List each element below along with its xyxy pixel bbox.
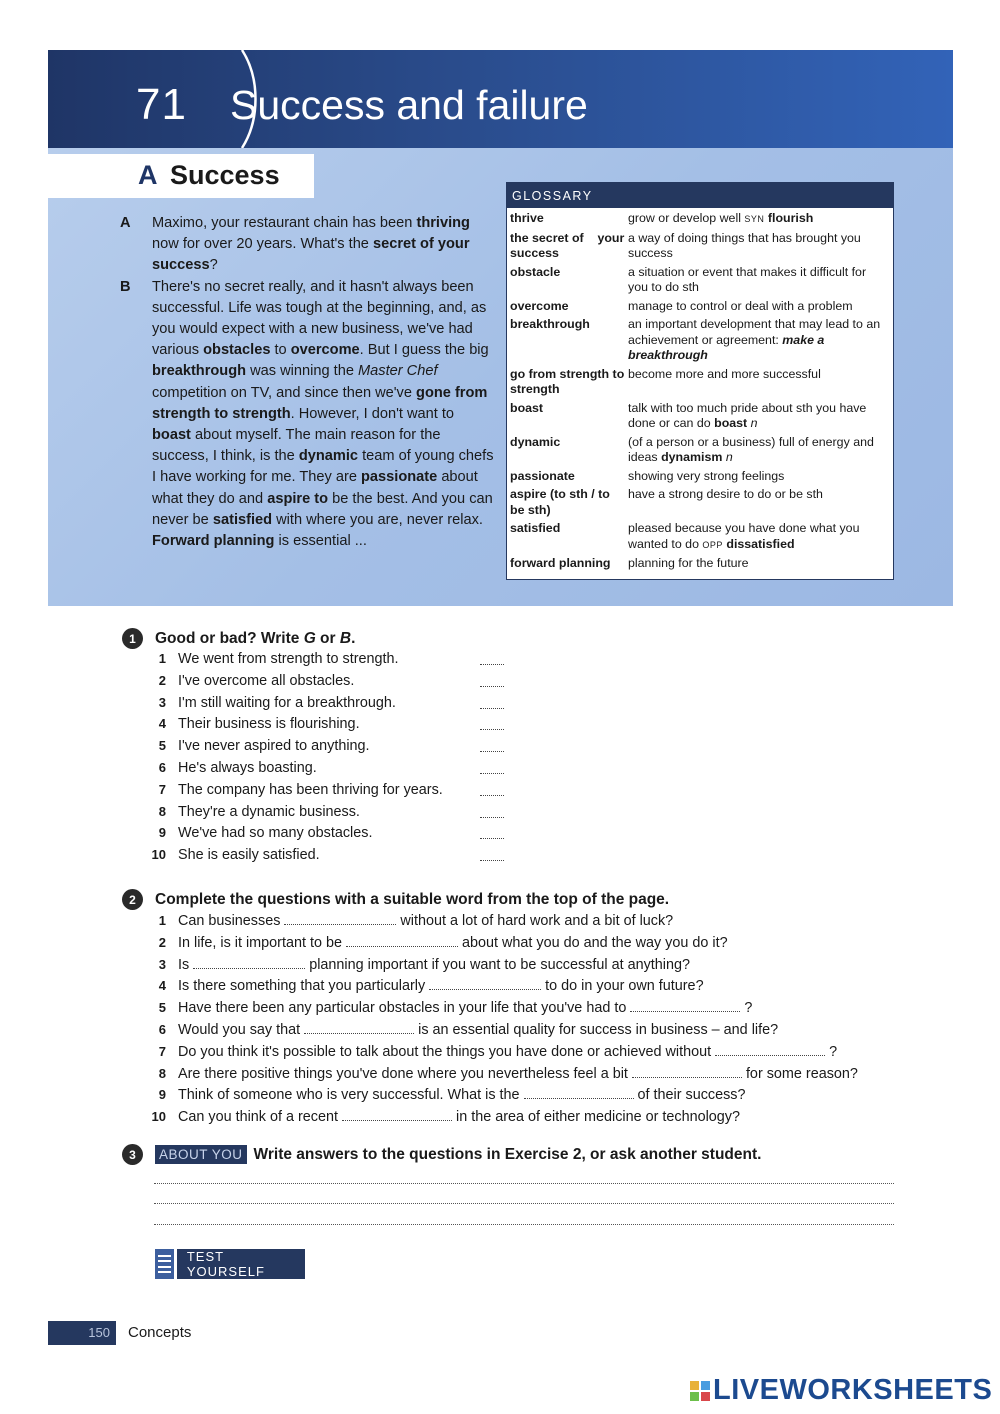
item-number: 7 [158,1043,166,1059]
item-sentence: We went from strength to strength. [178,651,399,667]
answer-blank[interactable] [480,695,504,709]
item-text-after: ? [744,1000,753,1017]
item-number: 4 [158,978,166,994]
glossary-row [510,435,889,466]
dialogue-text: Maximo, your restaurant chain has been thriving now for over 20 years. What's the secret of your success? [152,215,470,274]
glossary-box [506,182,894,580]
liveworksheets-logo [690,1374,992,1407]
test-yourself-button[interactable] [155,1249,305,1279]
exercise-item [144,847,524,869]
exercise-item [144,716,524,738]
item-number: 6 [158,759,166,775]
glossary-term: dynamic [510,434,561,449]
item-sentence: He's always boasting. [178,759,317,776]
item-number: 1 [158,651,166,666]
dialogue-turn [120,277,495,553]
item-number: 9 [158,1087,166,1103]
item-sentence: She is easily satisfied. [178,847,320,864]
answer-blank[interactable] [480,760,504,774]
glossary-definition: talk with too much pride about sth you have done or can do boast n [628,400,867,430]
brand-name: LIVEWORKSHEETS [713,1374,993,1406]
item-sentence: I've never aspired to anything. [178,738,370,755]
item-text-after: without a lot of hard work and a bit of luck? [400,913,674,929]
item-text-before: Would you say that [178,1021,301,1038]
item-text-before: In life, is it important to be [178,934,342,951]
glossary-term: aspire (to sth / to be sth) [510,487,610,517]
item-text-after: planning important if you want to be successful at anything? [309,956,690,973]
dialogue-turn [120,213,495,277]
exercise-1-heading [122,628,355,649]
glossary-row [510,367,889,398]
exercise-item [144,804,524,826]
unit-number: 71 [136,80,187,129]
glossary-definition: grow or develop well SYN flourish [628,211,814,225]
unit-header [48,50,953,148]
item-sentence: I've overcome all obstacles. [178,672,355,689]
glossary-definition: (of a person or a business) full of energy and ideas dynamism n [628,434,874,464]
exercise-item [144,955,904,977]
notebook-icon [155,1249,177,1279]
item-text-after: of their success? [637,1087,746,1104]
exercise-number-badge: 2 [122,889,143,910]
answer-blank[interactable] [480,804,504,818]
section-heading [48,154,314,198]
item-text-before: Think of someone who is very successful. What is the [178,1087,520,1104]
glossary-definition: become more and more successful [628,366,821,381]
glossary-term: passionate [510,468,575,483]
glossary-row [510,401,889,432]
exercise-item [144,1042,904,1064]
exercise-3-heading [122,1144,761,1165]
glossary-definition: a situation or event that makes it difficult for you to do sth [628,264,867,294]
item-text-after: ? [829,1043,838,1060]
glossary-row [510,487,889,518]
page-number: 150 [48,1321,116,1345]
item-text-before: Can you think of a recent [178,1109,338,1126]
speaker-letter: B [120,278,131,295]
exercise-number-badge: 1 [122,628,143,649]
glossary-row [510,556,889,572]
answer-blank[interactable] [480,847,504,861]
glossary-term: overcome [510,298,569,313]
glossary-term: go from strength to strength [510,366,625,396]
item-number: 9 [158,825,166,841]
exercise-1-list [144,651,524,869]
exercise-item [144,998,904,1020]
glossary-row [510,317,889,364]
glossary-definition: planning for the future [628,556,749,570]
exercise-item [144,825,524,847]
answer-blank[interactable] [480,825,504,839]
answer-blank[interactable] [346,933,458,947]
answer-blank[interactable] [284,911,396,925]
item-text-after: in the area of either medicine or technology? [456,1109,740,1126]
item-number: 10 [151,1109,166,1125]
answer-blank[interactable] [342,1107,452,1121]
item-number: 10 [151,847,166,863]
dialogue-text: There's no secret really, and it hasn't always been successful. Life was tough at the beginning, and, as you would expect with a new business, we've had various obstacles to overcome. But I guess the big breakthrough was winning the Master Chef competition on TV, and since then we've gone from strength to strength. However, I don't want to boast about myself. The main reason for the success, I think, is the dynamic team of young chefs I have working for me. They are passionate about what they do and aspire to be the best. And you can never be satisfied with where you are, never relax. Forward planning is essential ... [152,278,494,550]
glossary-row [510,299,889,315]
answer-blank[interactable] [480,673,504,687]
item-sentence: We've had so many obstacles. [178,825,373,842]
exercise-item [144,782,524,804]
glossary-row [510,231,889,262]
item-sentence: They're a dynamic business. [178,803,360,820]
exercise-item [144,738,524,760]
glossary-row [510,265,889,296]
item-sentence: Their business is flourishing. [178,716,360,733]
exercise-2-list [144,911,904,1129]
section-letter: A [138,160,158,190]
item-text-before: Are there positive things you've done where you nevertheless feel a bit [178,1065,628,1082]
exercise-item [144,673,524,695]
glossary-heading: GLOSSARY [507,183,893,208]
answer-blank[interactable] [480,716,504,730]
item-text-before: Is [178,956,190,973]
glossary-term: forward planning [510,556,611,570]
item-number: 3 [158,694,166,710]
glossary-definition: a way of doing things that has brought you success [628,230,861,260]
answer-line[interactable] [154,1183,894,1184]
exercise-number-badge: 3 [122,1144,143,1165]
item-number: 2 [158,934,166,950]
glossary-term: satisfied [510,521,561,535]
exercise-2-instruction: Complete the questions with a suitable word from the top of the page. [155,890,670,908]
item-sentence: The company has been thriving for years. [178,781,443,798]
item-text-before: Is there something that you particularly [178,978,426,995]
answer-blank[interactable] [429,976,541,990]
exercise-item [144,933,904,955]
glossary-term: thrive [510,211,544,225]
glossary-definition: showing very strong feelings [628,468,785,483]
glossary-row [510,521,889,553]
glossary-term: boast [510,400,544,415]
glossary-definition: manage to control or deal with a problem [628,298,853,313]
exercise-item [144,1064,904,1086]
footer-label: Concepts [128,1324,192,1341]
glossary-row [510,211,889,228]
glossary-definition: have a strong desire to do or be sth [628,487,823,501]
glossary-definition: pleased because you have done what you wanted to do OPP dissatisfied [628,521,860,551]
item-number: 8 [158,1065,166,1081]
answer-blank[interactable] [715,1042,825,1056]
item-sentence: I'm still waiting for a breakthrough. [178,694,396,711]
answer-line[interactable] [154,1203,894,1204]
glossary-term: obstacle [510,264,561,279]
answer-blank[interactable] [480,782,504,796]
item-number: 5 [158,1000,166,1016]
answer-blank[interactable] [524,1085,634,1099]
exercise-item [144,760,524,782]
answer-line[interactable] [154,1224,894,1225]
exercise-2-heading [122,889,669,910]
glossary-term: breakthrough [510,317,590,331]
answer-blank[interactable] [632,1064,742,1078]
answer-blank[interactable] [480,651,504,665]
test-yourself-label: TEST YOURSELF [186,1249,265,1279]
item-text-before: Have there been any particular obstacles in your life that you've had to [178,1000,627,1017]
dialogue [120,213,495,552]
item-number: 3 [158,956,166,972]
exercise-item [144,651,524,673]
item-text-before: Can businesses [178,913,281,929]
item-text-after: for some reason? [745,1065,858,1082]
exercise-item [144,976,904,998]
glossary-term: the secret of your success [510,230,625,260]
item-number: 6 [158,1021,166,1037]
exercise-item [144,695,524,717]
item-number: 8 [158,803,166,819]
glossary-row [510,469,889,485]
answer-blank[interactable] [630,998,740,1012]
item-number: 7 [158,781,166,797]
speaker-letter: A [120,215,131,231]
exercise-item [144,911,904,933]
item-number: 1 [158,913,166,928]
item-text-after: about what you do and the way you do it? [461,934,728,951]
item-number: 5 [158,738,166,754]
answer-blank[interactable] [193,955,305,969]
exercise-3-instruction: Write answers to the questions in Exercise 2, or ask another student. [253,1145,762,1163]
item-number: 4 [158,716,166,732]
glossary-definition: an important development that may lead to an achievement or agreement: make a breakthrough [628,317,881,362]
section-title: Success [170,160,280,190]
about-you-badge: ABOUT YOU [155,1145,247,1164]
item-text-after: is an essential quality for success in business – and life? [418,1021,779,1038]
item-number: 2 [158,672,166,688]
logo-grid-icon [690,1381,710,1401]
answer-blank[interactable] [304,1020,414,1034]
exercise-1-instruction: Good or bad? Write G or B. [155,629,356,647]
glossary-list [507,208,893,579]
answer-blank[interactable] [480,738,504,752]
exercise-item [144,1107,904,1129]
unit-title: Success and failure [230,82,588,128]
exercise-item [144,1085,904,1107]
item-text-before: Do you think it's possible to talk about the things you have done or achieved without [178,1043,712,1060]
exercise-item [144,1020,904,1042]
item-text-after: to do in your own future? [545,978,704,995]
